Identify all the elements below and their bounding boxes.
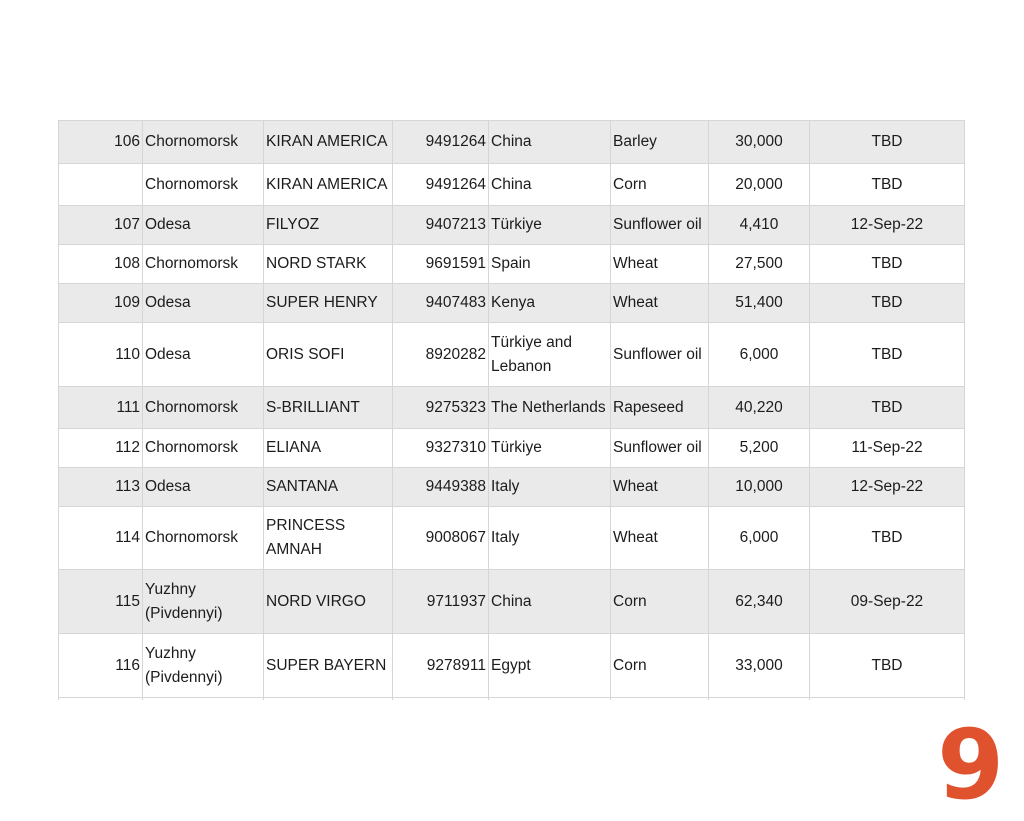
port-cell: Chornomorsk <box>143 507 264 570</box>
table-edge-cell <box>810 698 965 701</box>
cargo-cell: Wheat <box>611 245 709 284</box>
table-edge-cell <box>611 698 709 701</box>
tonnage-cell: 27,500 <box>709 245 810 284</box>
destination-cell: Türkiye <box>489 206 611 245</box>
imo-cell: 9491264 <box>393 121 489 164</box>
date-cell: TBD <box>810 164 965 206</box>
row-number: 107 <box>59 206 143 245</box>
row-number: 110 <box>59 323 143 387</box>
tonnage-cell: 4,410 <box>709 206 810 245</box>
vessel-cell: PRINCESS AMNAH <box>264 507 393 570</box>
destination-cell: Kenya <box>489 284 611 323</box>
row-number: 106 <box>59 121 143 164</box>
cargo-cell: Corn <box>611 634 709 698</box>
table-row <box>59 387 965 429</box>
vessel-cell: FILYOZ <box>264 206 393 245</box>
imo-cell: 9407483 <box>393 284 489 323</box>
row-number: 114 <box>59 507 143 570</box>
date-cell: TBD <box>810 634 965 698</box>
date-cell: TBD <box>810 387 965 429</box>
table-edge-cell <box>489 698 611 701</box>
tonnage-cell: 33,000 <box>709 634 810 698</box>
tonnage-cell: 51,400 <box>709 284 810 323</box>
imo-cell: 9491264 <box>393 164 489 206</box>
shipments-table <box>58 120 965 700</box>
cargo-cell: Sunflower oil <box>611 323 709 387</box>
table-row <box>59 570 965 634</box>
row-number: 111 <box>59 387 143 429</box>
destination-cell: The Netherlands <box>489 387 611 429</box>
cargo-cell: Wheat <box>611 468 709 507</box>
destination-cell: Italy <box>489 507 611 570</box>
imo-cell: 8920282 <box>393 323 489 387</box>
tonnage-cell: 10,000 <box>709 468 810 507</box>
port-cell: Yuzhny (Pivdennyi) <box>143 570 264 634</box>
cargo-cell: Wheat <box>611 507 709 570</box>
date-cell: TBD <box>810 245 965 284</box>
table-edge-cell <box>393 698 489 701</box>
destination-cell: China <box>489 570 611 634</box>
table-edge-cell <box>59 698 143 701</box>
vessel-cell: ORIS SOFI <box>264 323 393 387</box>
cargo-cell: Rapeseed <box>611 387 709 429</box>
tonnage-cell: 6,000 <box>709 323 810 387</box>
date-cell: TBD <box>810 121 965 164</box>
tonnage-cell: 62,340 <box>709 570 810 634</box>
vessel-cell: S-BRILLIANT <box>264 387 393 429</box>
table-bottom-edge <box>59 698 965 701</box>
imo-cell: 9278911 <box>393 634 489 698</box>
vessel-cell: NORD VIRGO <box>264 570 393 634</box>
vessel-cell: SUPER HENRY <box>264 284 393 323</box>
table-row <box>59 323 965 387</box>
tonnage-cell: 40,220 <box>709 387 810 429</box>
row-number: 112 <box>59 429 143 468</box>
row-number: 116 <box>59 634 143 698</box>
vessel-cell: NORD STARK <box>264 245 393 284</box>
imo-cell: 9407213 <box>393 206 489 245</box>
cargo-cell: Wheat <box>611 284 709 323</box>
tonnage-cell: 30,000 <box>709 121 810 164</box>
cargo-cell: Sunflower oil <box>611 206 709 245</box>
destination-cell: Türkiye <box>489 429 611 468</box>
table-row <box>59 507 965 570</box>
vessel-cell: KIRAN AMERICA <box>264 121 393 164</box>
destination-cell: China <box>489 121 611 164</box>
table-row <box>59 121 965 164</box>
port-cell: Yuzhny (Pivdennyi) <box>143 634 264 698</box>
tonnage-cell: 20,000 <box>709 164 810 206</box>
port-cell: Odesa <box>143 284 264 323</box>
tonnage-cell: 6,000 <box>709 507 810 570</box>
imo-cell: 9711937 <box>393 570 489 634</box>
vessel-cell: SUPER BAYERN <box>264 634 393 698</box>
port-cell: Odesa <box>143 323 264 387</box>
date-cell: 09-Sep-22 <box>810 570 965 634</box>
tonnage-cell: 5,200 <box>709 429 810 468</box>
date-cell: TBD <box>810 323 965 387</box>
destination-cell: Italy <box>489 468 611 507</box>
date-cell: TBD <box>810 507 965 570</box>
date-cell: 12-Sep-22 <box>810 468 965 507</box>
date-cell: 12-Sep-22 <box>810 206 965 245</box>
port-cell: Chornomorsk <box>143 121 264 164</box>
vessel-cell: SANTANA <box>264 468 393 507</box>
cargo-cell: Sunflower oil <box>611 429 709 468</box>
imo-cell: 9327310 <box>393 429 489 468</box>
table-row <box>59 206 965 245</box>
row-number: 115 <box>59 570 143 634</box>
imo-cell: 9008067 <box>393 507 489 570</box>
destination-cell: China <box>489 164 611 206</box>
port-cell: Odesa <box>143 206 264 245</box>
table-row <box>59 468 965 507</box>
table-row <box>59 245 965 284</box>
table-row <box>59 284 965 323</box>
destination-cell: Türkiye and Lebanon <box>489 323 611 387</box>
vessel-cell: ELIANA <box>264 429 393 468</box>
port-cell: Chornomorsk <box>143 245 264 284</box>
port-cell: Chornomorsk <box>143 387 264 429</box>
row-number <box>59 164 143 206</box>
row-number: 109 <box>59 284 143 323</box>
table-row <box>59 164 965 206</box>
table-edge-cell <box>143 698 264 701</box>
table-row <box>59 429 965 468</box>
cargo-cell: Corn <box>611 164 709 206</box>
destination-cell: Egypt <box>489 634 611 698</box>
row-number: 108 <box>59 245 143 284</box>
imo-cell: 9691591 <box>393 245 489 284</box>
table-edge-cell <box>264 698 393 701</box>
vessel-cell: KIRAN AMERICA <box>264 164 393 206</box>
port-cell: Odesa <box>143 468 264 507</box>
table-edge-cell <box>709 698 810 701</box>
port-cell: Chornomorsk <box>143 164 264 206</box>
cargo-cell: Barley <box>611 121 709 164</box>
imo-cell: 9275323 <box>393 387 489 429</box>
imo-cell: 9449388 <box>393 468 489 507</box>
destination-cell: Spain <box>489 245 611 284</box>
port-cell: Chornomorsk <box>143 429 264 468</box>
page-number: 9 <box>937 709 1004 821</box>
date-cell: TBD <box>810 284 965 323</box>
cargo-cell: Corn <box>611 570 709 634</box>
row-number: 113 <box>59 468 143 507</box>
date-cell: 11-Sep-22 <box>810 429 965 468</box>
table-row <box>59 634 965 698</box>
